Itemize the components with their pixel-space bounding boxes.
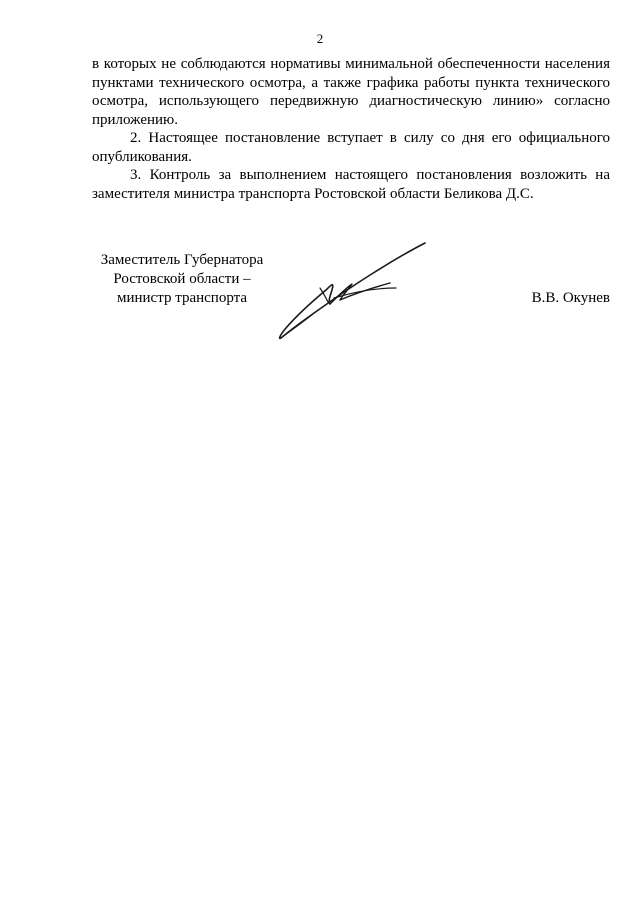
signatory-title-line-2: Ростовской области – xyxy=(113,271,251,287)
paragraph-item-3: 3. Контроль за выполнением настоящего постановления возложить на заместителя министра транспорта Ростовской области Беликова Д.С. xyxy=(92,167,610,202)
signatory-name: В.В. Окунев xyxy=(531,290,610,306)
signatory-title-line-1: Заместитель Губернатора xyxy=(100,252,264,268)
signatory-title-line-3: министр транспорта xyxy=(116,290,248,306)
paragraph-item-2: 2. Настоящее постановление вступает в силу со дня его официального опубликования. xyxy=(92,130,610,165)
paragraph-continuation: в которых не соблюдаются нормативы минимальной обеспеченности населения пунктами технического осмотра, а также графика работы пункта технического осмотра, использующего передвижную диагностическую линию» согласно приложению. xyxy=(92,56,610,128)
page-number: 2 xyxy=(316,31,324,46)
document-body xyxy=(92,55,610,203)
handwritten-signature xyxy=(272,238,436,344)
signatory-title xyxy=(82,251,282,308)
